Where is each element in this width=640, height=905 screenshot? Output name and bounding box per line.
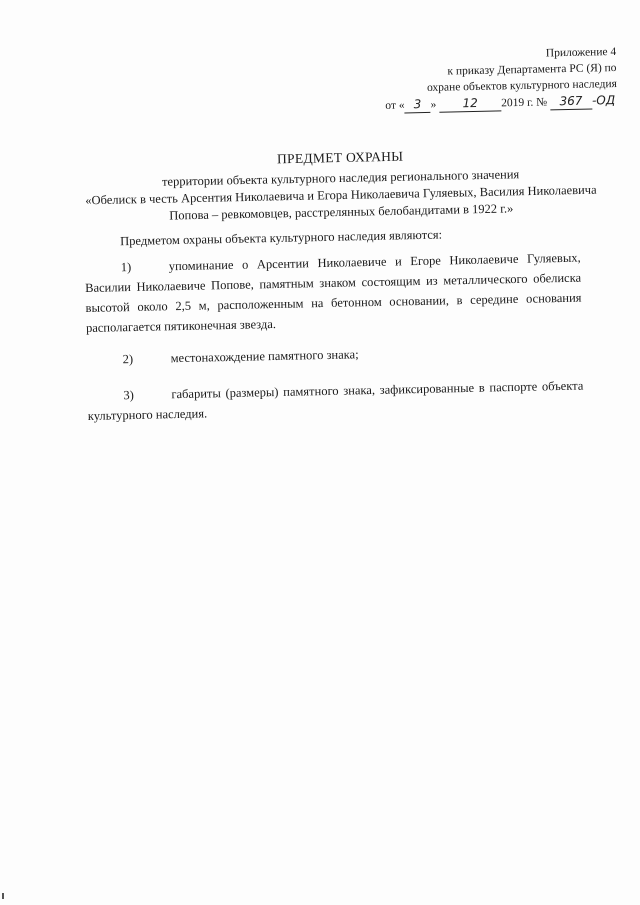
appendix-department: охране объектов культурного наследия bbox=[426, 77, 617, 94]
heading-block bbox=[60, 144, 621, 227]
date-prefix: от « bbox=[385, 99, 405, 112]
list-item-text: упоминание о Арсентии Николаевиче и Егоре Николаевиче Гуляевых, Василии Николаевиче Попове, памятным знаком состоящим из металлического обелиска высотой около 2,5 м, расположенным на бетонном основании, в середине основания располагается пятиконечная звезда. bbox=[85, 250, 582, 335]
subtitle-line-3: Попова – ревкомовцев, расстрелянных белобандитами в 1922 г.» bbox=[169, 201, 514, 223]
list-item bbox=[86, 340, 582, 370]
handwritten-order-number: 367 bbox=[550, 93, 592, 111]
intro-paragraph: Предметом охраны объекта культурного наследия являются: bbox=[120, 227, 443, 249]
subtitle-line-1: территории объекта культурного наследия регионального значения bbox=[161, 167, 520, 189]
list-item-number: 3) bbox=[123, 387, 134, 403]
list-item-number: 2) bbox=[122, 352, 134, 367]
appendix-title: Приложение 4 bbox=[545, 45, 617, 60]
list-item-text: местонахождение памятного знака; bbox=[170, 347, 359, 366]
handwritten-month: 12 bbox=[439, 94, 501, 112]
handwritten-day: 3 bbox=[404, 96, 430, 114]
scan-edge-mark bbox=[2, 893, 4, 899]
list-item bbox=[87, 376, 584, 426]
date-mid: » bbox=[430, 98, 437, 111]
page-title: ПРЕДМЕТ ОХРАНЫ bbox=[276, 148, 404, 167]
subtitle-line-2: «Обелиск в честь Арсентия Николаевича и Егора Николаевича Гуляевых, Василия Николаевича bbox=[85, 182, 597, 208]
list-item-number: 1) bbox=[120, 260, 132, 275]
date-year: 2019 г. № bbox=[501, 96, 548, 110]
appendix-header bbox=[356, 44, 617, 114]
document-body bbox=[84, 222, 584, 426]
list-item bbox=[85, 248, 583, 338]
handwritten-order-suffix: -ОД bbox=[591, 93, 616, 108]
list-item-text: габариты (размеры) памятного знака, зафиксированные в паспорте объекта культурного наследия. bbox=[87, 378, 584, 423]
appendix-order-ref: к приказу Департамента РС (Я) по bbox=[447, 61, 617, 78]
